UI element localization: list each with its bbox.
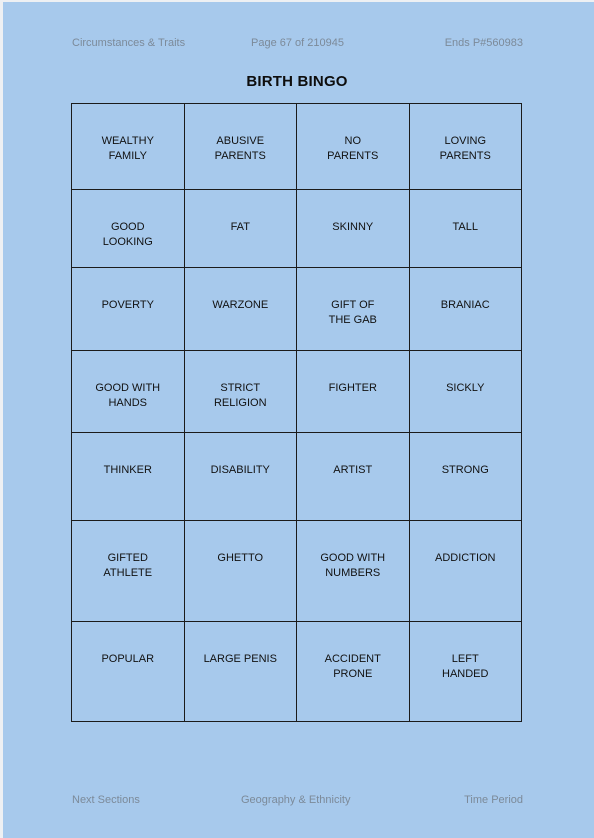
bingo-cell-label: POPULAR (101, 653, 155, 665)
bingo-cell (72, 433, 185, 521)
bingo-cell (72, 268, 185, 351)
bingo-cell-label: GOOD WITH HANDS (95, 382, 161, 409)
bingo-cell-label: GIFT OF THE GAB (328, 299, 377, 326)
bingo-cell-label: WARZONE (212, 299, 269, 311)
bingo-cell-label: ARTIST (333, 464, 373, 476)
header-section-title: Circumstances & Traits (72, 37, 186, 49)
bingo-cell (297, 622, 410, 722)
bingo-cell (409, 268, 522, 351)
bingo-cell (184, 521, 297, 622)
footer-geography-link: Geography & Ethnicity (241, 794, 351, 806)
bingo-cell (72, 104, 185, 190)
bingo-cell (297, 433, 410, 521)
bingo-cell (72, 190, 185, 268)
bingo-cell-label: FAT (230, 221, 250, 233)
bingo-row (72, 190, 522, 268)
bingo-cell-label: ACCIDENT PRONE (324, 653, 381, 680)
bingo-row (72, 351, 522, 433)
bingo-cell-label: LEFT HANDED (442, 653, 489, 680)
bingo-cell-label: ABUSIVE PARENTS (214, 135, 266, 162)
bingo-row (72, 268, 522, 351)
header-page-number: Page 67 of 210945 (251, 37, 344, 49)
footer-next-sections: Next Sections (72, 794, 140, 806)
bingo-row (72, 521, 522, 622)
bingo-cell (409, 433, 522, 521)
bingo-cell-label: GOOD WITH NUMBERS (320, 552, 386, 579)
bingo-cell (409, 351, 522, 433)
page-header (72, 37, 523, 53)
bingo-cell (297, 521, 410, 622)
bingo-cell-label: DISABILITY (210, 464, 270, 476)
bingo-cell-label: NO PARENTS (327, 135, 379, 162)
bingo-cell (409, 104, 522, 190)
bingo-row (72, 622, 522, 722)
bingo-row (72, 433, 522, 521)
bingo-cell (409, 622, 522, 722)
bingo-grid (71, 103, 522, 722)
bingo-cell-label: SKINNY (332, 221, 374, 233)
bingo-row (72, 104, 522, 190)
bingo-cell (409, 521, 522, 622)
bingo-cell-label: WEALTHY FAMILY (101, 135, 154, 162)
bingo-cell (184, 268, 297, 351)
bingo-cell (72, 351, 185, 433)
bingo-cell-label: LOVING PARENTS (439, 135, 491, 162)
bingo-cell (184, 190, 297, 268)
bingo-cell-label: GIFTED ATHLETE (103, 552, 153, 579)
bingo-cell-label: BRANIAC (440, 299, 490, 311)
bingo-cell-label: GHETTO (217, 552, 264, 564)
bingo-cell (72, 622, 185, 722)
bingo-cell-label: FIGHTER (328, 382, 377, 394)
footer-time-period: Time Period (464, 794, 523, 806)
bingo-cell (184, 104, 297, 190)
bingo-cell (297, 268, 410, 351)
page-title: BIRTH BINGO (246, 73, 348, 90)
bingo-cell (409, 190, 522, 268)
bingo-cell (297, 351, 410, 433)
bingo-cell (297, 104, 410, 190)
bingo-cell-label: THINKER (103, 464, 152, 476)
bingo-cell-label: POVERTY (101, 299, 154, 311)
bingo-cell-label: LARGE PENIS (203, 653, 277, 665)
bingo-cell (184, 433, 297, 521)
bingo-cell (72, 521, 185, 622)
bingo-cell-label: TALL (452, 221, 478, 233)
bingo-cell (184, 351, 297, 433)
bingo-cell-label: SICKLY (446, 382, 485, 394)
page-footer (72, 794, 523, 810)
bingo-cell-label: GOOD LOOKING (102, 221, 153, 248)
bingo-cell-label: STRONG (441, 464, 489, 476)
bingo-cell (184, 622, 297, 722)
bingo-cell-label: ADDICTION (435, 552, 496, 564)
bingo-cell (297, 190, 410, 268)
header-end-page: Ends P#560983 (444, 37, 523, 49)
bingo-cell-label: STRICT RELIGION (213, 382, 267, 409)
